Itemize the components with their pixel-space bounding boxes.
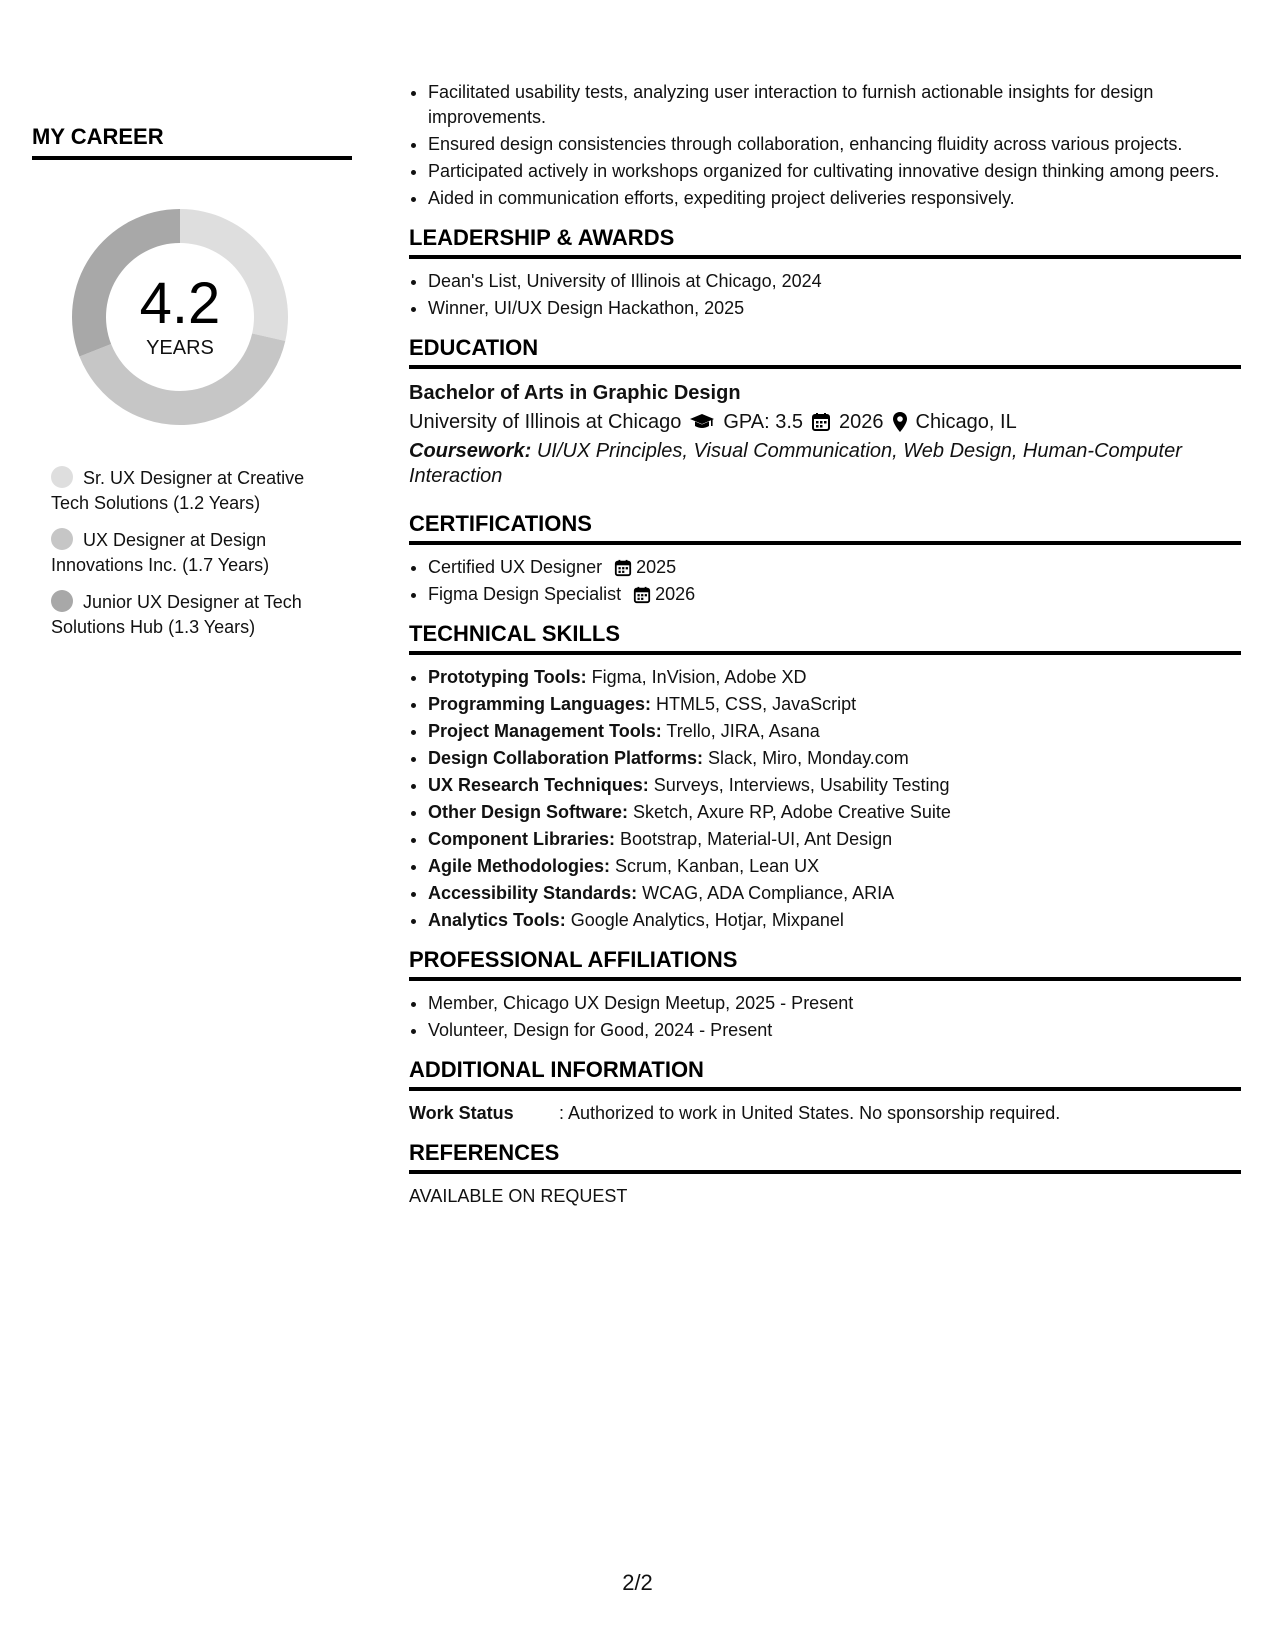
certifications-section [409, 511, 1241, 607]
certification-line [428, 582, 695, 607]
school-name: University of Illinois at Chicago [409, 411, 682, 433]
skill-label: Programming Languages: [428, 694, 652, 714]
legend-dot [51, 528, 73, 550]
legend-dot [51, 590, 73, 612]
certification-item [428, 555, 1241, 580]
skill-value: Slack, Miro, Monday.com [708, 748, 909, 768]
skill-label: Analytics Tools: [428, 910, 566, 930]
skill-label: Project Management Tools: [428, 721, 662, 741]
skill-item [428, 719, 1241, 744]
affiliations-section [409, 947, 1241, 1043]
references-heading: REFERENCES [409, 1140, 1241, 1174]
skill-item [428, 800, 1241, 825]
experience-bullet: • Participated actively in workshops organized for cultivating innovative design thinking among peers. [428, 159, 1241, 184]
certification-year: 2025 [636, 557, 677, 577]
skill-item [428, 854, 1241, 879]
experience-bullets [409, 80, 1241, 211]
page-number: 2/2 [622, 1570, 653, 1595]
school-line [409, 407, 1241, 437]
work-status-key: Work Status [409, 1103, 514, 1123]
coursework-text: UI/UX Principles, Visual Communication, Web Design, Human-Computer Interaction [409, 440, 1182, 487]
graduation-year: 2026 [839, 411, 884, 433]
work-status-value: : Authorized to work in United States. No sponsorship required. [559, 1103, 1061, 1123]
certification-line [428, 555, 676, 580]
gpa-text: GPA: 3.5 [723, 411, 804, 433]
skill-value: Surveys, Interviews, Usability Testing [653, 775, 950, 795]
skill-label: Other Design Software: [428, 802, 629, 822]
affiliation-item: • Member, Chicago UX Design Meetup, 2025 - Present [428, 991, 1241, 1016]
skill-label: Agile Methodologies: [428, 856, 610, 876]
legend-item [51, 590, 321, 640]
legend-dot [51, 466, 73, 488]
legend-label: UX Designer at Design Innovations Inc. (1.7 Years) [51, 530, 270, 575]
calendar-icon [614, 559, 632, 577]
affiliations-heading: PROFESSIONAL AFFILIATIONS [409, 947, 1241, 981]
education-heading: EDUCATION [409, 335, 1241, 369]
legend-item [51, 466, 321, 516]
skill-value: Bootstrap, Material-UI, Ant Design [620, 829, 893, 849]
skills-list [409, 665, 1241, 933]
certification-item [428, 582, 1241, 607]
skill-label: UX Research Techniques: [428, 775, 649, 795]
total-years-unit: YEARS [146, 336, 214, 359]
certifications-heading: CERTIFICATIONS [409, 511, 1241, 545]
calendar-icon [633, 586, 651, 604]
coursework [409, 439, 1241, 489]
degree-title: Bachelor of Arts in Graphic Design [409, 382, 741, 404]
education-section [409, 335, 1241, 489]
certification-year: 2026 [655, 584, 696, 604]
skill-label: Prototyping Tools: [428, 667, 587, 687]
coursework-label: Coursework: [409, 440, 532, 462]
certification-name: • Certified UX Designer [428, 557, 603, 577]
skill-item [428, 827, 1241, 852]
experience-bullet: • Facilitated usability tests, analyzing user interaction to furnish actionable insights for design improvements. [428, 80, 1241, 130]
school-location: Chicago, IL [915, 411, 1017, 433]
leadership-heading: LEADERSHIP & AWARDS [409, 225, 1241, 259]
skill-value: Figma, InVision, Adobe XD [591, 667, 807, 687]
skill-value: Trello, JIRA, Asana [666, 721, 820, 741]
skill-label: Accessibility Standards: [428, 883, 638, 903]
skill-value: Sketch, Axure RP, Adobe Creative Suite [633, 802, 951, 822]
skill-item [428, 908, 1241, 933]
donut-center [65, 202, 295, 432]
affiliation-item: • Volunteer, Design for Good, 2024 - Present [428, 1018, 1241, 1043]
skill-item [428, 746, 1241, 771]
leadership-list [409, 269, 1241, 321]
location-pin-icon [892, 411, 908, 433]
graduation-cap-icon [689, 413, 715, 431]
skill-item [428, 881, 1241, 906]
legend-label: Sr. UX Designer at Creative Tech Solutions (1.2 Years) [51, 468, 305, 513]
career-legend [32, 466, 352, 640]
career-heading: MY CAREER [32, 124, 352, 160]
skill-value: Google Analytics, Hotjar, Mixpanel [570, 910, 844, 930]
certification-name: • Figma Design Specialist [428, 584, 622, 604]
additional-info-section [409, 1057, 1241, 1126]
skill-value: WCAG, ADA Compliance, ARIA [642, 883, 895, 903]
work-status-row [409, 1101, 1241, 1126]
career-donut-chart [65, 202, 295, 432]
skill-label: Component Libraries: [428, 829, 616, 849]
skill-value: Scrum, Kanban, Lean UX [615, 856, 820, 876]
leadership-section [409, 225, 1241, 321]
skill-item [428, 773, 1241, 798]
legend-label: Junior UX Designer at Tech Solutions Hub (1.3 Years) [51, 592, 302, 637]
calendar-icon [811, 412, 831, 432]
references-section [409, 1140, 1241, 1209]
affiliations-list [409, 991, 1241, 1043]
leadership-item: • Winner, UI/UX Design Hackathon, 2025 [428, 296, 1241, 321]
skills-section [409, 621, 1241, 933]
skill-label: Design Collaboration Platforms: [428, 748, 704, 768]
additional-info-heading: ADDITIONAL INFORMATION [409, 1057, 1241, 1091]
certifications-list [409, 555, 1241, 607]
experience-bullet: • Aided in communication efforts, expediting project deliveries responsively. [428, 186, 1241, 211]
references-text: AVAILABLE ON REQUEST [409, 1186, 628, 1206]
legend-item [51, 528, 321, 578]
skill-item [428, 665, 1241, 690]
total-years-value: 4.2 [139, 270, 221, 336]
career-sidebar [32, 124, 352, 652]
main-column [409, 80, 1241, 1209]
skill-item [428, 692, 1241, 717]
skill-value: HTML5, CSS, JavaScript [656, 694, 857, 714]
experience-bullet: • Ensured design consistencies through collaboration, enhancing fluidity across various projects. [428, 132, 1241, 157]
leadership-item: • Dean's List, University of Illinois at Chicago, 2024 [428, 269, 1241, 294]
skills-heading: TECHNICAL SKILLS [409, 621, 1241, 655]
